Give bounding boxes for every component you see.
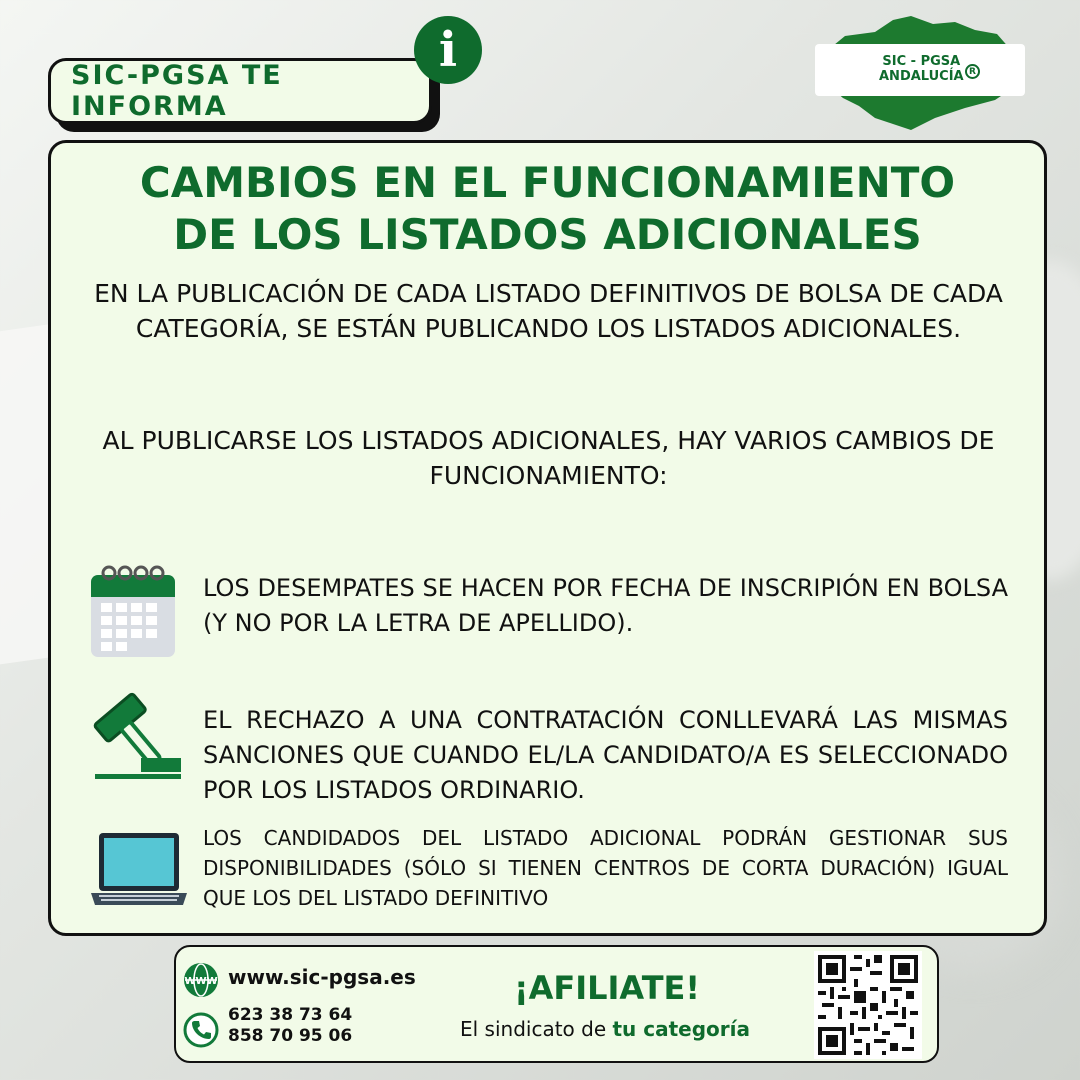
sic-pgsa-logo bbox=[815, 14, 1025, 132]
gavel-icon bbox=[85, 688, 185, 783]
website-link[interactable]: www.sic-pgsa.es bbox=[228, 965, 416, 989]
phone-icon bbox=[182, 1011, 220, 1049]
changes-intro: AL PUBLICARSE LOS LISTADOS ADICIONALES, HAY VARIOS CAMBIOS DE FUNCIONAMIENTO: bbox=[102, 426, 995, 490]
page-title bbox=[51, 157, 1044, 261]
intro-paragraph: EN LA PUBLICACIÓN DE CADA LISTADO DEFINITIVOS DE BOLSA DE CADA CATEGORÍA, SE ESTÁN PUBLICANDO LOS LISTADOS ADICIONALES. bbox=[94, 279, 1003, 343]
change-item-tiebreak: LOS DESEMPATES SE HACEN POR FECHA DE INSCRIPIÓN EN BOLSA (Y NO POR LA LETRA DE APELLIDO). bbox=[203, 574, 1008, 637]
title-line2: DE LOS LISTADOS ADICIONALES bbox=[173, 210, 922, 259]
footer-banner bbox=[174, 945, 939, 1063]
logo-line1: SIC - PGSA bbox=[882, 54, 961, 69]
logo-small-text: SINDICATO INDEPENDIENTE DE CELADORES Y PERSONAL DE GESTIÓN Y SERVICIOS DE ANDALUCÍA bbox=[875, 44, 1019, 56]
phone-number-2[interactable]: 858 70 95 06 bbox=[228, 1026, 353, 1046]
phone-number-1[interactable]: 623 38 73 64 bbox=[228, 1005, 353, 1025]
slogan bbox=[460, 1017, 750, 1041]
slogan-highlight: tu categoría bbox=[612, 1017, 751, 1041]
calendar-icon bbox=[89, 561, 177, 659]
main-card bbox=[48, 140, 1047, 936]
logo-name bbox=[879, 54, 964, 84]
laptop-icon bbox=[89, 831, 189, 909]
phone-numbers bbox=[228, 1005, 352, 1047]
globe-icon bbox=[182, 961, 220, 999]
change-item-availability: LOS CANDIDADOS DEL LISTADO ADICIONAL PODRÁN GESTIONAR SUS DISPONIBILIDADES (SÓLO SI TIENEN CENTROS DE CORTA DURACIÓN) IGUAL QUE LOS DEL LISTADO DEFINITIVO bbox=[203, 826, 1008, 910]
registered-icon: R bbox=[965, 64, 980, 79]
info-icon: i bbox=[414, 16, 482, 84]
slogan-prefix: El sindicato de bbox=[460, 1017, 613, 1041]
change-item-rejection: EL RECHAZO A UNA CONTRATACIÓN CONLLEVARÁ LAS MISMAS SANCIONES QUE CUANDO EL/LA CANDIDATO/A ES SELECCIONADO POR LOS LISTADOS ORDINARIO. bbox=[203, 706, 1008, 804]
globe-icon-label: WWW bbox=[184, 976, 218, 987]
info-tag-label: SIC-PGSA TE INFORMA bbox=[71, 60, 283, 122]
title-line1: CAMBIOS EN EL FUNCIONAMIENTO bbox=[139, 158, 956, 207]
logo-line2: ANDALUCÍA bbox=[879, 69, 964, 84]
affiliate-heading: ¡AFILIATE! bbox=[514, 969, 700, 1007]
info-tag bbox=[48, 58, 432, 124]
qr-code-icon[interactable] bbox=[814, 951, 922, 1059]
